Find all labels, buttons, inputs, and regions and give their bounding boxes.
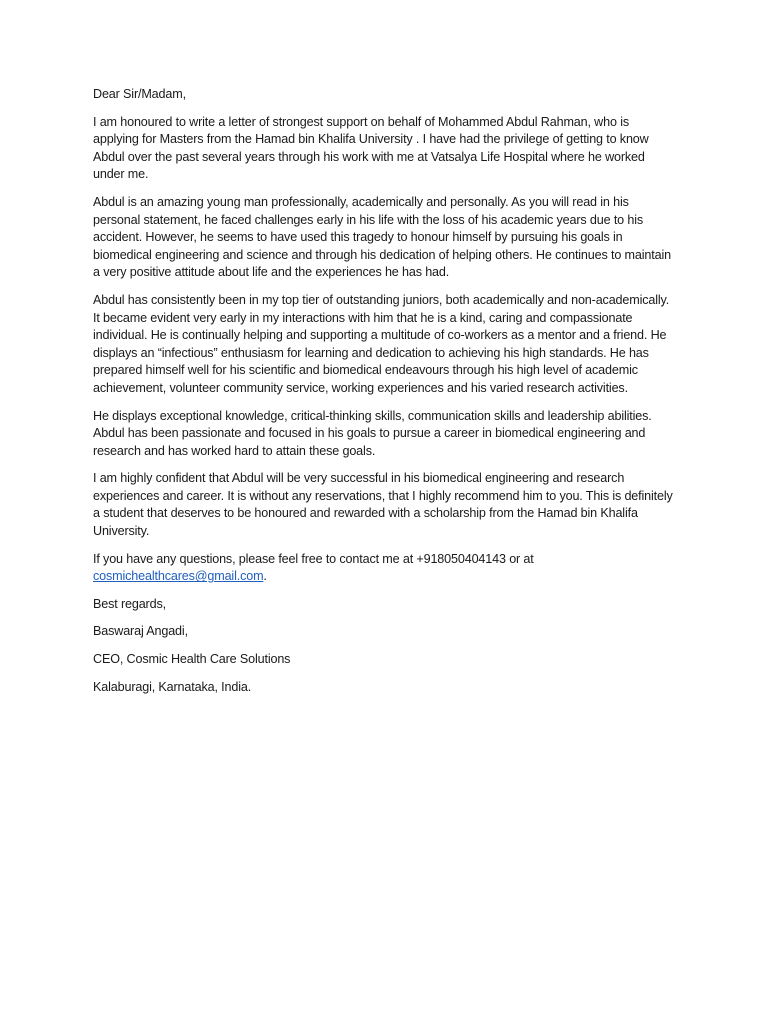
closing: Best regards, — [93, 596, 166, 611]
paragraph-skills: He displays exceptional knowledge, critical-thinking skills, communication skills and leadership abilities. Abdul has been passionate and focused in his goals to pursue a career in biomedical engineering and research and has worked hard to attain these goals. — [93, 408, 652, 458]
paragraph-personal-qualities: Abdul is an amazing young man professionally, academically and personally. As you will read in his personal statement, he faced challenges early in his life with the loss of his academic years due to his accident. However, he seems to have used this tragedy to honour himself by pursuing his goals in biomedical engineering and science and through his dedication of helping others. He continues to maintain a very positive attitude about life and the experiences he has had. — [93, 194, 671, 280]
salutation: Dear Sir/Madam, — [93, 87, 186, 101]
paragraph-recommendation: I am highly confident that Abdul will be very successful in his biomedical engineering and research experiences and career. It is without any reservations, that I highly recommend him to you. This is definitely a student that deserves to be honoured and rewarded with a scholarship from the Hamad bin Khalifa University. — [93, 471, 673, 539]
letter-body — [93, 86, 677, 706]
signer-name: Baswaraj Angadi, — [93, 624, 188, 639]
signer-title: CEO, Cosmic Health Care Solutions — [93, 652, 291, 667]
contact-email-link[interactable]: cosmichealthcares@gmail.com — [93, 569, 264, 584]
contact-text: If you have any questions, please feel free to contact me at +918050404143 or at — [93, 551, 534, 566]
signer-location: Kalaburagi, Karnataka, India. — [93, 679, 252, 694]
paragraph-contact — [93, 551, 677, 586]
paragraph-academic-standing: Abdul has consistently been in my top tier of outstanding juniors, both academically and non-academically. It became evident very early in my interactions with him that he is a kind, caring and compassionate individual. He is continually helping and supporting a multitude of co-workers as a mentor and a friend. He displays an “infectious” enthusiasm for learning and dedication to achieving his high standards. He has prepared himself well for his scientific and biomedical endeavours through his high level of academic achievement, volunteer community service, working experiences and his varied research activities. — [93, 292, 670, 395]
contact-end: . — [263, 569, 267, 584]
paragraph-introduction: I am honoured to write a letter of strongest support on behalf of Mohammed Abdul Rahman, who is applying for Masters from the Hamad bin Khalifa University . I have had the privilege of getting to know Abdul over the past several years through his work with me at Vatsalya Life Hospital where he worked under me. — [93, 114, 649, 182]
